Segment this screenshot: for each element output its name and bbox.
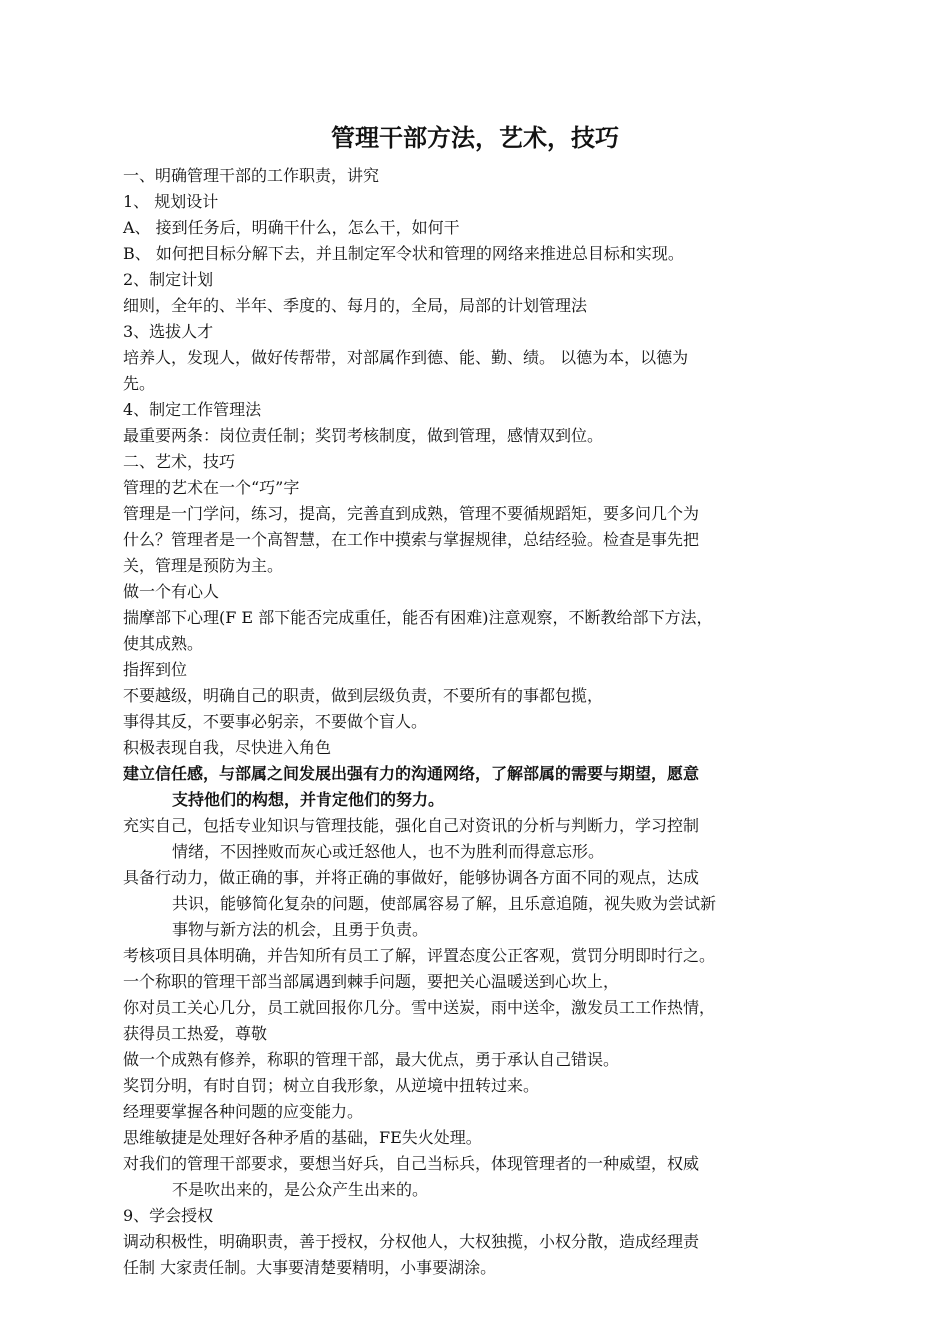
list-item: 3、选拔人才 (123, 322, 214, 341)
paragraph-line: 关，管理是预防为主。 (123, 556, 284, 575)
paragraph-line: 做一个有心人 (123, 582, 220, 601)
paragraph-line: 对我们的管理干部要求，要想当好兵，自己当标兵，体现管理者的一种威望，权威 (123, 1154, 700, 1173)
paragraph-line: 不是吹出来的，是公众产生出来的。 (172, 1180, 429, 1199)
paragraph-line: 管理的艺术在一个“巧”字 (123, 478, 300, 497)
paragraph-line: 思维敏捷是处理好各种矛盾的基础，FE失火处理。 (123, 1128, 482, 1147)
list-item: 9、学会授权 (123, 1206, 214, 1225)
paragraph-line: 最重要两条：岗位责任制；奖罚考核制度，做到管理，感情双到位。 (123, 426, 604, 445)
paragraph-line: 情绪，不因挫败而灰心或迁怒他人，也不为胜利而得意忘形。 (172, 842, 605, 861)
list-item: 1、 规划设计 (123, 192, 219, 211)
paragraph-line: 你对员工关心几分，员工就回报你几分。雪中送炭，雨中送伞，激发员工工作热情， (123, 998, 716, 1017)
paragraph-line: 指挥到位 (123, 660, 188, 679)
paragraph-line: 不要越级，明确自己的职责，做到层级负责，不要所有的事都包揽， (123, 686, 604, 705)
paragraph-line: 奖罚分明，有时自罚；树立自我形象，从逆境中扭转过来。 (123, 1076, 540, 1095)
paragraph-line: 调动积极性，明确职责，善于授权，分权他人，大权独揽，小权分散，造成经理责 (123, 1232, 700, 1251)
bold-paragraph-line: 支持他们的构想，并肯定他们的努力。 (172, 790, 445, 809)
paragraph-line: 先。 (123, 374, 156, 393)
paragraph-line: 什么？管理者是一个高智慧，在工作中摸索与掌握规律，总结经验。检查是事先把 (123, 530, 700, 549)
paragraph-line: 具备行动力，做正确的事，并将正确的事做好，能够协调各方面不同的观点，达成 (123, 868, 700, 887)
list-item: 4、制定工作管理法 (123, 400, 262, 419)
paragraph-line: 揣摩部下心理(F E 部下能否完成重任，能否有困难)注意观察，不断教给部下方法， (123, 608, 713, 627)
paragraph-line: 共识，能够简化复杂的问题，使部属容易了解，且乐意追随，视失败为尝试新 (172, 894, 717, 913)
paragraph-line: 考核项目具体明确，并告知所有员工了解，评置态度公正客观，赏罚分明即时行之。 (123, 946, 716, 965)
list-item: B、 如何把目标分解下去，并且制定军令状和管理的网络来推进总目标和实现。 (123, 244, 684, 263)
section-heading: 二、艺术，技巧 (123, 452, 236, 471)
document-body (123, 163, 835, 1281)
paragraph-line: 细则，全年的、半年、季度的、每月的，全局，局部的计划管理法 (123, 296, 588, 315)
paragraph-line: 培养人，发现人，做好传帮带，对部属作到德、能、勤、绩。 以德为本，以德为 (123, 348, 689, 367)
paragraph-line: 任制 大家责任制。大事要清楚要精明，小事要湖涂。 (123, 1258, 497, 1277)
paragraph-line: 做一个成熟有修养，称职的管理干部，最大优点，勇于承认自己错误。 (123, 1050, 620, 1069)
paragraph-line: 积极表现自我，尽快进入角色 (123, 738, 332, 757)
paragraph-line: 使其成熟。 (123, 634, 204, 653)
page-title: 管理干部方法，艺术，技巧 (331, 124, 619, 152)
paragraph-line: 一个称职的管理干部当部属遇到棘手问题，要把关心温暖送到心坎上， (123, 972, 620, 991)
paragraph-line: 事物与新方法的机会，且勇于负责。 (172, 920, 429, 939)
paragraph-line: 管理是一门学问，练习，提高，完善直到成熟，管理不要循规蹈矩，要多问几个为 (123, 504, 700, 523)
paragraph-line: 获得员工热爱，尊敬 (123, 1024, 268, 1043)
list-item: A、 接到任务后，明确干什么，怎么干，如何干 (123, 218, 460, 237)
paragraph-line: 事得其反，不要事必躬亲，不要做个盲人。 (123, 712, 428, 731)
paragraph-line: 经理要掌握各种问题的应变能力。 (123, 1102, 364, 1121)
section-heading: 一、明确管理干部的工作职责，讲究 (123, 166, 380, 185)
paragraph-line: 充实自己，包括专业知识与管理技能，强化自己对资讯的分析与判断力，学习控制 (123, 816, 700, 835)
bold-paragraph-line: 建立信任感，与部属之间发展出强有力的沟通网络，了解部属的需要与期望，愿意 (123, 764, 700, 783)
list-item: 2、制定计划 (123, 270, 214, 289)
